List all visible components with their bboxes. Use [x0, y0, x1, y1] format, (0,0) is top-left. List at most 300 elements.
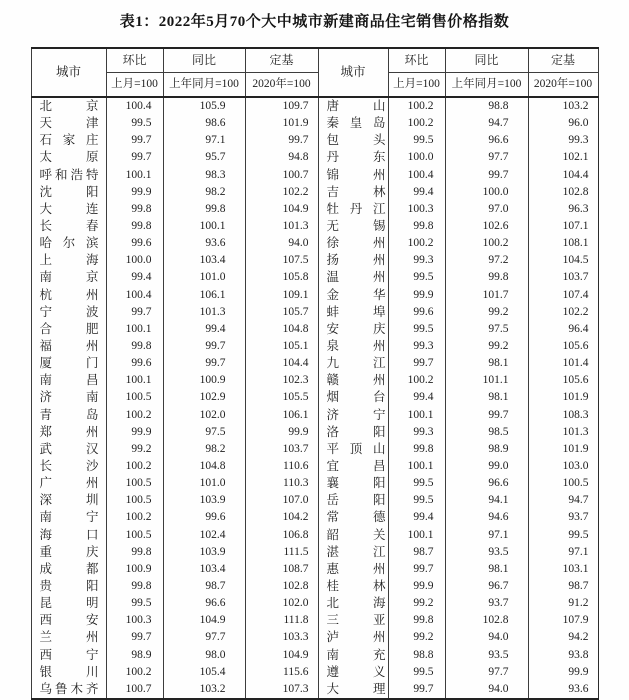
city-name: 福州 [39, 338, 99, 353]
city-name: 宜昌 [326, 458, 386, 473]
mom-index-cell: 100.1 [388, 527, 445, 544]
city-name: 昆明 [39, 596, 99, 611]
yoy-index-cell: 97.2 [445, 252, 528, 269]
table-header [31, 48, 598, 97]
base-index-cell: 103.3 [245, 629, 318, 646]
yoy-index-cell: 96.6 [445, 132, 528, 149]
city-cell [31, 167, 106, 184]
mom-index-cell: 99.9 [106, 424, 163, 441]
base-index-cell: 102.3 [245, 372, 318, 389]
city-cell [318, 441, 388, 458]
base-index-cell: 111.5 [245, 544, 318, 561]
city-cell [31, 441, 106, 458]
yoy-index-cell: 101.0 [163, 475, 245, 492]
mom-index-cell: 100.1 [106, 321, 163, 338]
base-index-cell: 104.9 [245, 201, 318, 218]
city-cell [318, 235, 388, 252]
yoy-index-cell: 99.7 [163, 338, 245, 355]
yoy-index-cell: 97.5 [445, 321, 528, 338]
city-cell [31, 578, 106, 595]
mom-index-cell: 100.2 [388, 372, 445, 389]
base-index-cell: 103.7 [528, 269, 598, 286]
yoy-index-cell: 103.9 [163, 544, 245, 561]
table-row [31, 561, 598, 578]
mom-index-cell: 100.0 [106, 252, 163, 269]
mom-index-cell: 99.5 [388, 664, 445, 681]
base-index-cell: 104.4 [245, 355, 318, 372]
city-cell [318, 561, 388, 578]
mom-index-cell: 99.7 [106, 304, 163, 321]
city-name: 济南 [39, 390, 99, 405]
base-index-cell: 96.4 [528, 321, 598, 338]
city-name: 贵阳 [39, 578, 99, 593]
base-index-cell: 103.7 [245, 441, 318, 458]
city-name: 南宁 [39, 510, 99, 525]
table-row [31, 304, 598, 321]
mom-index-cell: 100.2 [388, 97, 445, 115]
base-index-cell: 101.9 [528, 389, 598, 406]
table-row [31, 252, 598, 269]
city-name: 泉州 [326, 338, 386, 353]
city-name: 桂林 [326, 578, 386, 593]
city-name: 石家庄 [39, 133, 99, 148]
city-name: 青岛 [39, 407, 99, 422]
city-cell [318, 355, 388, 372]
city-cell [318, 544, 388, 561]
city-name: 南充 [326, 647, 386, 662]
base-index-cell: 93.6 [528, 681, 598, 699]
city-cell [31, 389, 106, 406]
mom-index-cell: 100.9 [106, 561, 163, 578]
base-index-cell: 101.3 [528, 424, 598, 441]
base-index-cell: 115.6 [245, 664, 318, 681]
table-row [31, 595, 598, 612]
city-name: 平顶山 [326, 441, 386, 456]
yoy-index-cell: 103.4 [163, 561, 245, 578]
yoy-index-cell: 98.7 [163, 578, 245, 595]
header-yoy-sub-right: 上年同月=100 [445, 73, 528, 98]
yoy-index-cell: 103.4 [163, 252, 245, 269]
yoy-index-cell: 97.1 [163, 132, 245, 149]
base-index-cell: 105.7 [245, 304, 318, 321]
yoy-index-cell: 93.5 [445, 544, 528, 561]
mom-index-cell: 99.8 [106, 578, 163, 595]
yoy-index-cell: 101.3 [163, 304, 245, 321]
mom-index-cell: 100.5 [106, 527, 163, 544]
city-cell [318, 184, 388, 201]
base-index-cell: 109.7 [245, 97, 318, 115]
mom-index-cell: 99.8 [106, 218, 163, 235]
base-index-cell: 104.5 [528, 252, 598, 269]
yoy-index-cell: 103.9 [163, 492, 245, 509]
mom-index-cell: 100.5 [106, 492, 163, 509]
city-name: 秦皇岛 [326, 116, 386, 131]
base-index-cell: 102.8 [245, 578, 318, 595]
base-index-cell: 91.2 [528, 595, 598, 612]
base-index-cell: 106.8 [245, 527, 318, 544]
city-name: 惠州 [326, 561, 386, 576]
yoy-index-cell: 99.7 [445, 407, 528, 424]
yoy-index-cell: 100.0 [445, 184, 528, 201]
table-row [31, 492, 598, 509]
city-cell [318, 269, 388, 286]
city-cell [31, 218, 106, 235]
yoy-index-cell: 99.7 [445, 167, 528, 184]
yoy-index-cell: 98.1 [445, 561, 528, 578]
mom-index-cell: 99.8 [388, 218, 445, 235]
city-name: 合肥 [39, 321, 99, 336]
table-row [31, 149, 598, 166]
base-index-cell: 100.5 [528, 475, 598, 492]
city-cell [31, 475, 106, 492]
header-yoy-sub-left: 上年同月=100 [163, 73, 245, 98]
city-name: 济宁 [326, 407, 386, 422]
city-name: 郑州 [39, 424, 99, 439]
mom-index-cell: 100.2 [106, 664, 163, 681]
city-cell [318, 167, 388, 184]
yoy-index-cell: 93.7 [445, 595, 528, 612]
mom-index-cell: 100.1 [106, 372, 163, 389]
base-index-cell: 105.6 [528, 338, 598, 355]
table-row [31, 218, 598, 235]
table-row [31, 544, 598, 561]
mom-index-cell: 100.2 [106, 509, 163, 526]
yoy-index-cell: 97.0 [445, 201, 528, 218]
city-cell [31, 407, 106, 424]
city-name: 牡丹江 [326, 201, 386, 216]
mom-index-cell: 99.8 [106, 544, 163, 561]
mom-index-cell: 100.5 [106, 389, 163, 406]
mom-index-cell: 99.2 [106, 441, 163, 458]
mom-index-cell: 100.2 [388, 115, 445, 132]
yoy-index-cell: 98.1 [445, 355, 528, 372]
city-cell [318, 509, 388, 526]
base-index-cell: 105.8 [245, 269, 318, 286]
city-cell [318, 424, 388, 441]
yoy-index-cell: 98.5 [445, 424, 528, 441]
yoy-index-cell: 95.7 [163, 149, 245, 166]
city-name: 包头 [326, 133, 386, 148]
city-name: 北海 [326, 596, 386, 611]
city-name: 三亚 [326, 613, 386, 628]
table-row [31, 475, 598, 492]
city-name: 兰州 [39, 630, 99, 645]
base-index-cell: 110.3 [245, 475, 318, 492]
city-cell [318, 304, 388, 321]
table-row [31, 612, 598, 629]
city-name: 海口 [39, 527, 99, 542]
city-name: 遵义 [326, 664, 386, 679]
yoy-index-cell: 98.9 [445, 441, 528, 458]
city-cell [31, 527, 106, 544]
header-base-right: 定基 [528, 48, 598, 73]
mom-index-cell: 99.5 [388, 321, 445, 338]
mom-index-cell: 99.2 [388, 629, 445, 646]
city-name: 重庆 [39, 544, 99, 559]
header-yoy-left: 同比 [163, 48, 245, 73]
table-row [31, 389, 598, 406]
mom-index-cell: 100.2 [106, 407, 163, 424]
city-name: 襄阳 [326, 476, 386, 491]
city-name: 杭州 [39, 287, 99, 302]
mom-index-cell: 100.3 [388, 201, 445, 218]
city-name: 武汉 [39, 441, 99, 456]
yoy-index-cell: 98.1 [445, 389, 528, 406]
city-cell [318, 132, 388, 149]
base-index-cell: 107.5 [245, 252, 318, 269]
city-name: 太原 [39, 150, 99, 165]
mom-index-cell: 99.5 [388, 132, 445, 149]
city-cell [31, 115, 106, 132]
yoy-index-cell: 105.4 [163, 664, 245, 681]
yoy-index-cell: 99.6 [163, 509, 245, 526]
mom-index-cell: 98.9 [106, 647, 163, 664]
city-name: 赣州 [326, 373, 386, 388]
base-index-cell: 102.8 [528, 184, 598, 201]
header-base-sub-right: 2020年=100 [528, 73, 598, 98]
table-row [31, 509, 598, 526]
mom-index-cell: 99.3 [388, 252, 445, 269]
mom-index-cell: 99.5 [388, 475, 445, 492]
mom-index-cell: 99.6 [106, 235, 163, 252]
table-row [31, 167, 598, 184]
city-name: 西安 [39, 613, 99, 628]
yoy-index-cell: 102.9 [163, 389, 245, 406]
base-index-cell: 101.9 [245, 115, 318, 132]
base-index-cell: 105.5 [245, 389, 318, 406]
city-cell [318, 252, 388, 269]
mom-index-cell: 99.3 [388, 338, 445, 355]
yoy-index-cell: 102.8 [445, 612, 528, 629]
yoy-index-cell: 97.7 [163, 629, 245, 646]
city-name: 大连 [39, 201, 99, 216]
city-cell [318, 287, 388, 304]
table-row [31, 441, 598, 458]
city-cell [318, 629, 388, 646]
city-cell [31, 458, 106, 475]
mom-index-cell: 100.0 [388, 149, 445, 166]
city-cell [318, 612, 388, 629]
yoy-index-cell: 98.6 [163, 115, 245, 132]
yoy-index-cell: 94.6 [445, 509, 528, 526]
table-row [31, 647, 598, 664]
yoy-index-cell: 99.2 [445, 304, 528, 321]
header-mom-left: 环比 [106, 48, 163, 73]
city-name: 长春 [39, 218, 99, 233]
city-name: 北京 [39, 99, 99, 113]
city-cell [31, 664, 106, 681]
city-cell [31, 424, 106, 441]
city-name: 温州 [326, 270, 386, 285]
yoy-index-cell: 98.2 [163, 441, 245, 458]
mom-index-cell: 99.3 [388, 424, 445, 441]
base-index-cell: 102.0 [245, 595, 318, 612]
city-cell [318, 97, 388, 115]
city-cell [31, 321, 106, 338]
yoy-index-cell: 99.8 [163, 201, 245, 218]
yoy-index-cell: 97.7 [445, 149, 528, 166]
base-index-cell: 103.1 [528, 561, 598, 578]
base-index-cell: 94.7 [528, 492, 598, 509]
yoy-index-cell: 99.2 [445, 338, 528, 355]
mom-index-cell: 99.8 [106, 338, 163, 355]
table-row [31, 115, 598, 132]
city-cell [318, 338, 388, 355]
yoy-index-cell: 103.2 [163, 681, 245, 699]
base-index-cell: 106.1 [245, 407, 318, 424]
table-row [31, 269, 598, 286]
city-name: 深圳 [39, 493, 99, 508]
yoy-index-cell: 106.1 [163, 287, 245, 304]
yoy-index-cell: 102.6 [445, 218, 528, 235]
city-cell [318, 201, 388, 218]
city-cell [31, 149, 106, 166]
mom-index-cell: 98.8 [388, 647, 445, 664]
mom-index-cell: 98.7 [388, 544, 445, 561]
mom-index-cell: 100.1 [388, 458, 445, 475]
table-row [31, 681, 598, 699]
city-name: 上海 [39, 253, 99, 268]
city-name: 宁波 [39, 304, 99, 319]
city-cell [31, 252, 106, 269]
city-cell [31, 561, 106, 578]
mom-index-cell: 100.2 [106, 458, 163, 475]
yoy-index-cell: 104.8 [163, 458, 245, 475]
city-name: 扬州 [326, 253, 386, 268]
city-cell [31, 492, 106, 509]
yoy-index-cell: 96.6 [445, 475, 528, 492]
city-cell [31, 287, 106, 304]
base-index-cell: 98.7 [528, 578, 598, 595]
base-index-cell: 101.9 [528, 441, 598, 458]
city-cell [31, 647, 106, 664]
city-name: 九江 [326, 356, 386, 371]
city-cell [31, 304, 106, 321]
city-cell [318, 372, 388, 389]
yoy-index-cell: 97.5 [163, 424, 245, 441]
table-row [31, 321, 598, 338]
table-body [31, 97, 598, 699]
city-name: 乌鲁木齐 [39, 681, 99, 696]
city-name: 常德 [326, 510, 386, 525]
city-name: 安庆 [326, 321, 386, 336]
yoy-index-cell: 100.2 [445, 235, 528, 252]
yoy-index-cell: 104.9 [163, 612, 245, 629]
base-index-cell: 104.9 [245, 647, 318, 664]
mom-index-cell: 99.5 [106, 595, 163, 612]
base-index-cell: 96.3 [528, 201, 598, 218]
base-index-cell: 109.1 [245, 287, 318, 304]
base-index-cell: 108.3 [528, 407, 598, 424]
city-cell [31, 509, 106, 526]
city-name: 银川 [39, 664, 99, 679]
yoy-index-cell: 96.6 [163, 595, 245, 612]
yoy-index-cell: 99.7 [163, 355, 245, 372]
table-row [31, 235, 598, 252]
mom-index-cell: 100.4 [106, 287, 163, 304]
base-index-cell: 100.7 [245, 167, 318, 184]
base-index-cell: 99.5 [528, 527, 598, 544]
city-name: 蚌埠 [326, 304, 386, 319]
mom-index-cell: 99.9 [388, 287, 445, 304]
yoy-index-cell: 93.5 [445, 647, 528, 664]
city-cell [318, 475, 388, 492]
base-index-cell: 111.8 [245, 612, 318, 629]
city-name: 烟台 [326, 390, 386, 405]
yoy-index-cell: 100.9 [163, 372, 245, 389]
header-city-right: 城市 [318, 48, 388, 97]
city-cell [31, 97, 106, 115]
yoy-index-cell: 98.3 [163, 167, 245, 184]
base-index-cell: 102.2 [245, 184, 318, 201]
mom-index-cell: 99.4 [388, 509, 445, 526]
table-row [31, 287, 598, 304]
base-index-cell: 104.4 [528, 167, 598, 184]
city-cell [318, 115, 388, 132]
city-name: 厦门 [39, 356, 99, 371]
base-index-cell: 110.6 [245, 458, 318, 475]
table-row [31, 97, 598, 115]
base-index-cell: 99.7 [245, 132, 318, 149]
city-cell [31, 338, 106, 355]
table-title: 表1：2022年5月70个大中城市新建商品住宅销售价格指数 [119, 14, 510, 30]
mom-index-cell: 100.4 [106, 97, 163, 115]
base-index-cell: 94.8 [245, 149, 318, 166]
base-index-cell: 96.0 [528, 115, 598, 132]
mom-index-cell: 99.7 [106, 629, 163, 646]
mom-index-cell: 99.4 [106, 269, 163, 286]
city-cell [318, 458, 388, 475]
base-index-cell: 101.3 [245, 218, 318, 235]
base-index-cell: 99.9 [528, 664, 598, 681]
city-cell [318, 218, 388, 235]
city-cell [318, 527, 388, 544]
base-index-cell: 108.1 [528, 235, 598, 252]
header-mom-sub-left: 上月=100 [106, 73, 163, 98]
base-index-cell: 102.2 [528, 304, 598, 321]
table-row [31, 407, 598, 424]
city-cell [31, 612, 106, 629]
base-index-cell: 101.4 [528, 355, 598, 372]
yoy-index-cell: 101.7 [445, 287, 528, 304]
mom-index-cell: 100.7 [106, 681, 163, 699]
city-cell [31, 372, 106, 389]
mom-index-cell: 99.6 [106, 355, 163, 372]
base-index-cell: 107.4 [528, 287, 598, 304]
table-row [31, 132, 598, 149]
base-index-cell: 94.0 [245, 235, 318, 252]
yoy-index-cell: 94.1 [445, 492, 528, 509]
city-name: 西宁 [39, 647, 99, 662]
city-name: 天津 [39, 116, 99, 131]
mom-index-cell: 99.6 [388, 304, 445, 321]
mom-index-cell: 99.9 [388, 578, 445, 595]
city-cell [318, 321, 388, 338]
city-cell [318, 595, 388, 612]
yoy-index-cell: 99.8 [445, 269, 528, 286]
yoy-index-cell: 102.4 [163, 527, 245, 544]
yoy-index-cell: 94.0 [445, 681, 528, 699]
city-name: 丹东 [326, 150, 386, 165]
table-row [31, 664, 598, 681]
city-name: 哈尔滨 [39, 236, 99, 251]
table-row [31, 578, 598, 595]
yoy-index-cell: 99.0 [445, 458, 528, 475]
city-name: 韶关 [326, 527, 386, 542]
base-index-cell: 99.3 [528, 132, 598, 149]
header-base-left: 定基 [245, 48, 318, 73]
mom-index-cell: 100.4 [388, 167, 445, 184]
